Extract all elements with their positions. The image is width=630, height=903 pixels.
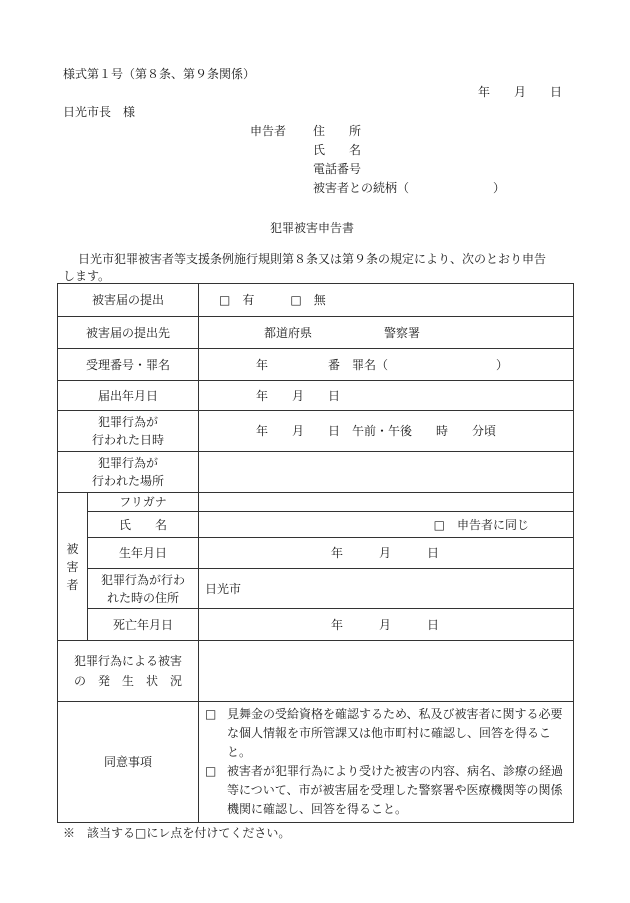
row-label-line: 犯罪行為による被害 [74, 654, 183, 668]
addressee: 日光市長 様 [63, 105, 136, 119]
row-label: フリガナ [88, 493, 199, 512]
row-label: 生年月日 [88, 538, 199, 569]
victim-group-label [58, 493, 88, 641]
victim-group-char: 者 [66, 577, 79, 592]
victim-address-field[interactable]: 日光市 [199, 569, 574, 609]
consent-1-text: 見舞金の受給資格を確認するため、私及び被害者に関する必要な個人情報を市所管課又は他市町村に確認し、回答を得ること。 [227, 707, 563, 759]
row-label-line: 行われた日時 [92, 433, 165, 447]
row-label-line: 犯罪行為が [98, 456, 159, 470]
intro-line-2: します。 [63, 269, 111, 283]
table-row [58, 284, 574, 317]
row-label: 氏 名 [88, 512, 199, 538]
row-label: 受理番号・罪名 [58, 349, 199, 381]
applicant-label: 申告者 [250, 124, 287, 138]
victim-group-char: 害 [66, 559, 79, 574]
row-label-line: の 発 生 状 況 [74, 674, 183, 688]
footnote: ※ 該当する□にレ点を付けてください。 [63, 826, 291, 840]
table-row [58, 452, 574, 493]
row-label-line: 行われた場所 [92, 474, 165, 488]
applicant-phone-label: 電話番号 [313, 162, 362, 176]
consent-cell [199, 702, 574, 823]
consent-item [205, 762, 567, 819]
applicant-relation-label: 被害者との続柄（ ） [313, 181, 506, 195]
row-label-line: 犯罪行為が行わ [101, 572, 186, 587]
victim-group-char: 被 [66, 541, 79, 556]
table-row [58, 317, 574, 349]
intro-line-1: 日光市犯罪被害者等支援条例施行規則第８条又は第９条の規定により、次のとおり申告 [78, 252, 547, 266]
row-label: 同意事項 [58, 702, 199, 823]
document-title: 犯罪被害申告書 [270, 221, 355, 235]
table-row [58, 349, 574, 381]
victim-birthdate-field[interactable]: 年 月 日 [199, 538, 574, 569]
filing-date-field[interactable]: 年 月 日 [199, 381, 574, 411]
table-row [58, 702, 574, 823]
crime-place-field[interactable] [199, 452, 574, 493]
receipt-number-field[interactable]: 年 番 罪名（ ） [199, 349, 574, 381]
table-row [58, 381, 574, 411]
row-label [58, 452, 199, 493]
consent-item [205, 705, 567, 762]
consent-2-checkbox[interactable]: □ [205, 764, 217, 778]
table-row [58, 411, 574, 452]
consent-2-text: 被害者が犯罪行為により受けた被害の内容、病名、診療の経過等について、市が被害届を受理した警察署や医療機関等の関係機関に確認し、回答を得ること。 [227, 764, 564, 816]
row-label [58, 641, 199, 702]
applicant-name-label: 氏 名 [313, 143, 362, 157]
consent-1-checkbox[interactable]: □ [205, 707, 217, 721]
row-label [58, 411, 199, 452]
table-row [58, 538, 574, 569]
table-row [58, 569, 574, 609]
report-table [57, 283, 574, 823]
table-row [58, 641, 574, 702]
row-label: 被害届の提出 [58, 284, 199, 317]
row-label: 届出年月日 [58, 381, 199, 411]
row-label: 死亡年月日 [88, 609, 199, 641]
table-row [58, 493, 574, 512]
date-line: 年 月 日 [478, 85, 563, 99]
row-label: 被害届の提出先 [58, 317, 199, 349]
report-filed-options[interactable]: □ 有 □ 無 [199, 284, 574, 317]
form-number: 様式第１号（第８条、第９条関係） [63, 67, 256, 81]
same-as-applicant-checkbox[interactable]: □ 申告者に同じ [199, 512, 574, 538]
report-destination-field[interactable]: 都道府県 警察署 [199, 317, 574, 349]
death-date-field[interactable]: 年 月 日 [199, 609, 574, 641]
row-label [88, 569, 199, 609]
row-label-line: 犯罪行為が [98, 415, 159, 429]
table-row [58, 512, 574, 538]
row-label-line: れた時の住所 [107, 590, 180, 605]
damage-situation-field[interactable] [199, 641, 574, 702]
table-row [58, 609, 574, 641]
applicant-address-label: 住 所 [313, 124, 362, 138]
crime-datetime-field[interactable]: 年 月 日 午前・午後 時 分頃 [199, 411, 574, 452]
victim-furigana-field[interactable] [199, 493, 574, 512]
